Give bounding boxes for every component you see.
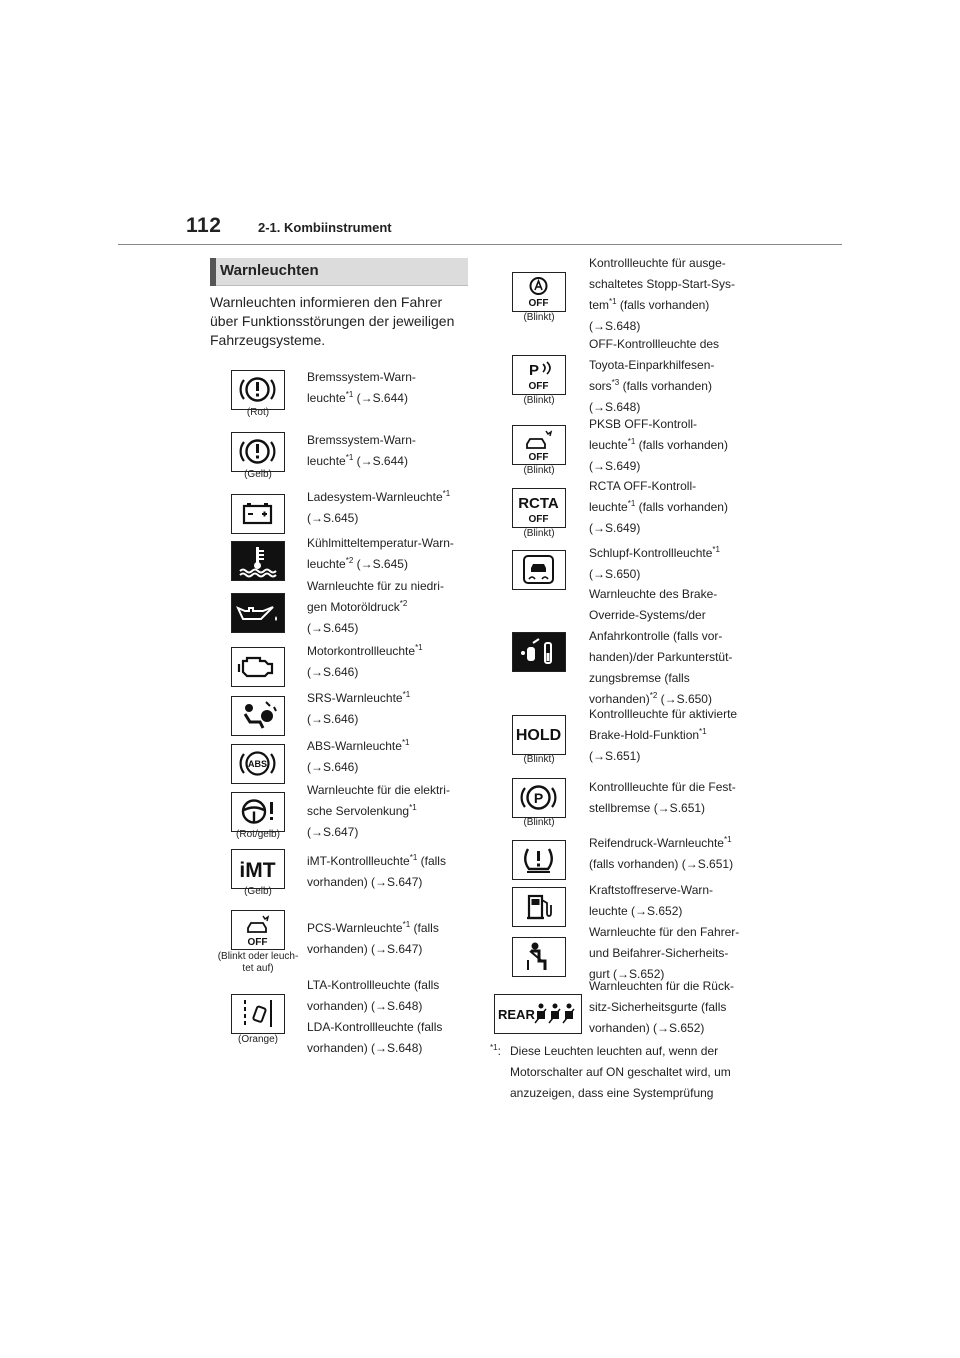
caption-stop-start: (Blinkt) (523, 312, 555, 323)
check-engine-icon (231, 647, 285, 687)
rear-seatbelt-icon (494, 994, 582, 1034)
desc-stop-start: Kontrollleuchte für ausge- schaltetes Stopp-Start-Sys- tem$^{*1}$ (falls vorhanden) (→S.648) (589, 256, 736, 333)
desc-pcs: PCS-Warnleuchte$^{*1}$ (falls vorhanden) (→S.647) (307, 920, 439, 956)
caption-rcta: (Blinkt) (523, 528, 555, 539)
pcs-off-text: OFF (247, 937, 268, 948)
parking-brake-icon (512, 778, 566, 818)
desc-parking-sensor: OFF-Kontrollleuchte des Toyota-Einparkhilfesen- sors$^{*3}$ (falls vorhanden) (→S.648) (589, 337, 720, 414)
desc-tire-pressure: Reifendruck-Warnleuchte$^{*1}$ (falls vorhanden) (→S.651) (589, 835, 734, 871)
pksb-off-icon (512, 425, 566, 465)
section-heading (210, 258, 468, 286)
imt-icon-text: iMT (239, 859, 276, 882)
hold-text: HOLD (515, 727, 562, 744)
pcs-icon (231, 910, 285, 950)
desc-brake-red: Bremssystem-Warn- leuchte$^{*1}$ (→S.644) (307, 370, 416, 405)
brake-hold-icon (512, 715, 566, 755)
desc-rear-seatbelt: Warnleuchten für die Rück- sitz-Sicherheitsgurte (falls vorhanden) (→S.652) (589, 979, 734, 1035)
rear-text: REAR (498, 1007, 535, 1022)
caption-pksb: (Blinkt) (523, 465, 555, 476)
footnote-mark: $^{*1}$: (490, 1043, 501, 1058)
abs-icon-text: ABS (247, 759, 268, 769)
section-accent-bar (210, 258, 216, 286)
desc-pksb: PKSB OFF-Kontroll- leuchte$^{*1}$ (falls vorhanden) (→S.649) (589, 417, 728, 473)
caption-power-steering: (Rot/gelb) (236, 829, 280, 840)
tire-pressure-icon (512, 840, 566, 880)
stop-start-off-icon (512, 272, 566, 312)
seatbelt-icon (512, 937, 566, 977)
caption-brake-hold: (Blinkt) (523, 754, 555, 765)
desc-oil: Warnleuchte für zu niedri- gen Motoröldruck$^{*2}$ (→S.645) (307, 579, 444, 635)
power-steering-icon (231, 792, 285, 832)
abs-icon (231, 744, 285, 784)
desc-charging: Ladesystem-Warnleuchte$^{*1}$ (→S.645) (307, 489, 451, 525)
desc-parking-brake: Kontrollleuchte für die Fest- stellbremse (→S.651) (589, 780, 736, 815)
rcta-off-text: OFF (528, 514, 549, 525)
brake-warning-red-icon (231, 370, 285, 410)
pksb-off-text: OFF (528, 452, 549, 463)
coolant-temperature-icon (231, 541, 285, 581)
header-divider (118, 244, 842, 245)
caption-brake-yellow: (Gelb) (244, 469, 272, 480)
desc-coolant: Kühlmitteltemperatur-Warn- leuchte$^{*2}$ (→S.645) (307, 536, 454, 571)
parking-sensor-p-text: P (528, 362, 540, 379)
chapter-title: 2-1. Kombiinstrument (258, 220, 392, 235)
desc-slip: Schlupf-Kontrollleuchte$^{*1}$ (→S.650) (589, 545, 720, 581)
footnote (490, 1037, 760, 1104)
caption-pcs: (Blinkt oder leuch- tet auf) (217, 951, 299, 974)
desc-brake-override: Warnleuchte des Brake- Override-Systems/der Anfahrkontrolle (falls vor- handen)/der Parkunterstüt- zungsbremse (falls vorhanden)$^{*2}$ (→S.650) (589, 587, 733, 706)
fuel-icon (512, 887, 566, 927)
rcta-off-icon (512, 488, 566, 528)
slip-indicator-icon (512, 550, 566, 590)
desc-brake-hold: Kontrollleuchte für aktivierte Brake-Hold-Funktion$^{*1}$ (→S.651) (589, 707, 738, 763)
desc-fuel: Kraftstoffreserve-Warn- leuchte (→S.652) (589, 883, 714, 918)
airbag-srs-icon (231, 696, 285, 736)
caption-imt: (Gelb) (244, 886, 272, 897)
desc-rcta: RCTA OFF-Kontroll- leuchte$^{*1}$ (falls vorhanden) (→S.649) (589, 479, 728, 535)
stop-start-off-text: OFF (528, 298, 549, 309)
caption-parking-brake: (Blinkt) (523, 817, 555, 828)
parking-sensor-off-text: OFF (528, 381, 549, 392)
oil-pressure-icon (231, 593, 285, 633)
desc-abs: ABS-Warnleuchte$^{*1}$ (→S.646) (307, 738, 410, 774)
parking-sensor-off-icon (512, 355, 566, 395)
desc-power-steering: Warnleuchte für die elektri- sche Servolenkung$^{*1}$ (→S.647) (307, 783, 450, 839)
caption-brake-red: (Rot) (246, 407, 270, 418)
imt-icon (231, 849, 285, 889)
desc-imt: iMT-Kontrollleuchte$^{*1}$ (falls vorhanden) (→S.647) (307, 853, 446, 889)
rcta-text: RCTA (518, 495, 559, 512)
battery-icon (231, 494, 285, 534)
caption-lane-assist: (Orange) (237, 1034, 278, 1045)
desc-seatbelt: Warnleuchte für den Fahrer- und Beifahrer-Sicherheits- gurt (→S.652) (589, 925, 740, 981)
page-number: 112 (186, 214, 222, 237)
parking-brake-p-text: P (533, 790, 544, 806)
desc-lta-lda: LTA-Kontrollleuchte (falls vorhanden) (→S.648) LDA-Kontrollleuchte (falls vorhanden) (→S.648) (307, 978, 443, 1055)
intro-text: Warnleuchten informieren den Fahrer über Funktionsstörungen der jeweiligen Fahrzeugsystemе. (210, 294, 455, 348)
brake-override-icon (512, 632, 566, 672)
desc-srs: SRS-Warnleuchte$^{*1}$ (→S.646) (307, 690, 411, 726)
lane-assist-icon (231, 994, 285, 1034)
caption-parking-sensor: (Blinkt) (523, 395, 555, 406)
brake-warning-yellow-icon (231, 432, 285, 472)
desc-engine: Motorkontrollleuchte$^{*1}$ (→S.646) (307, 643, 423, 679)
footnote-text: Diese Leuchten leuchten auf, wenn der Motorschalter auf ON geschaltet wird, um anzuzeigen, dass eine Systemprüfung (510, 1044, 731, 1100)
section-title: Warnleuchten (220, 262, 319, 279)
desc-brake-yellow: Bremssystem-Warn- leuchte$^{*1}$ (→S.644) (307, 433, 416, 468)
